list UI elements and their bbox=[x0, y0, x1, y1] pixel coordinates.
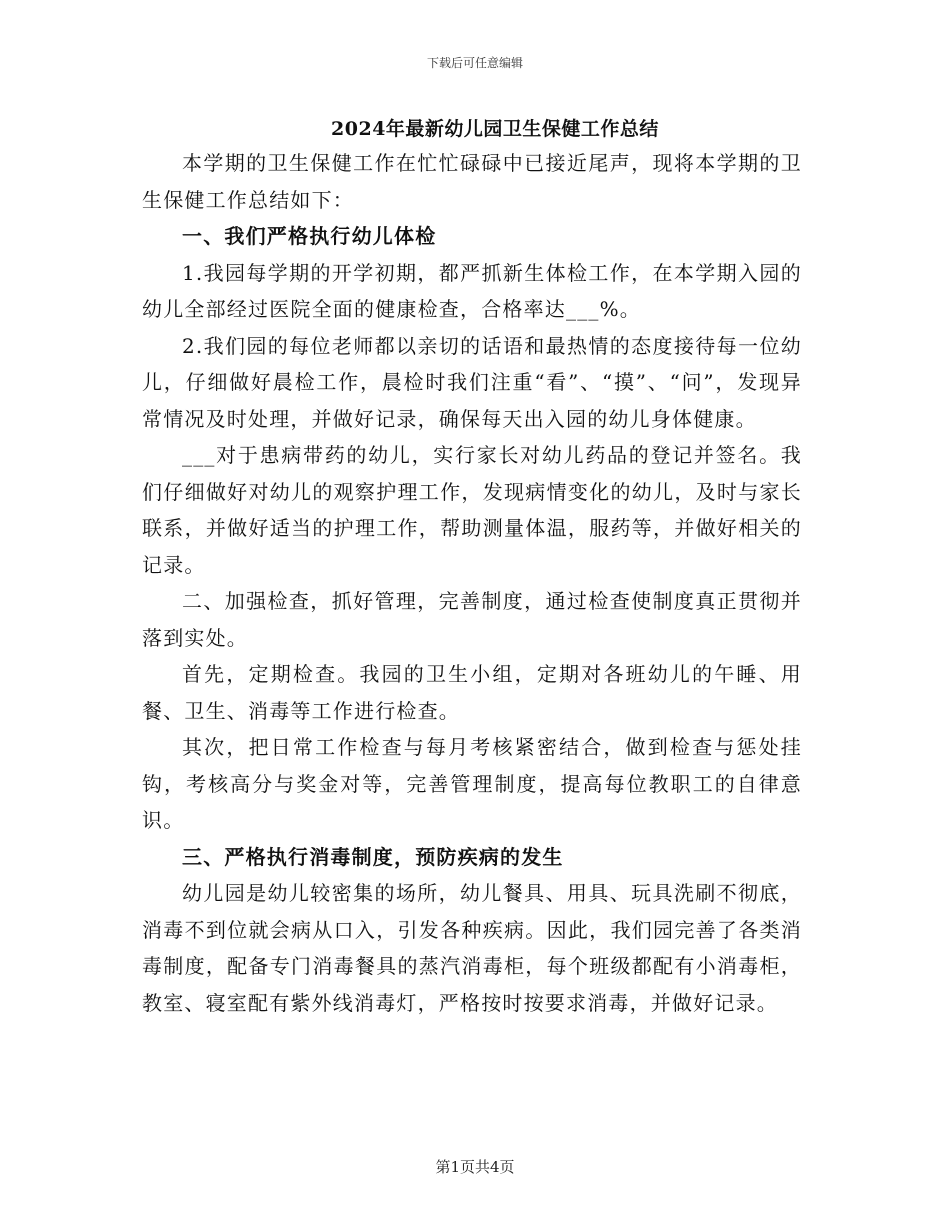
section-heading-3: 三、严格执行消毒制度，预防疾病的发生 bbox=[182, 844, 564, 869]
section-heading-1: 一、我们严格执行幼儿体检 bbox=[182, 224, 437, 248]
page-footer: 第1页共4页 bbox=[435, 1158, 515, 1176]
body-paragraph: 其次，把日常工作检查与每月考核紧密结合，做到检查与惩处挂钩，考核高分与奖金对等，完善管理制度，提高每位教职工的自律意识。 bbox=[142, 735, 802, 832]
body-paragraph: 首先，定期检查。我园的卫生小组，定期对各班幼儿的午睡、用餐、卫生、消毒等工作进行检查。 bbox=[142, 662, 802, 723]
body-paragraph: 幼儿园是幼儿较密集的场所，幼儿餐具、用具、玩具洗刷不彻底，消毒不到位就会病从口入，引发各种疾病。因此，我们园完善了各类消毒制度，配备专门消毒餐具的蒸汽消毒柜，每个班级都配有小消毒柜，教室、寝室配有紫外线消毒灯，严格按时按要求消毒，并做好记录。 bbox=[142, 881, 802, 1015]
section-heading-2: 二、加强检查，抓好管理，完善制度，通过检查使制度真正贯彻并落到实处。 bbox=[142, 589, 802, 650]
header-note: 下载后可任意编辑 bbox=[426, 56, 523, 70]
body-paragraph: 2.我们园的每位老师都以亲切的话语和最热情的态度接待每一位幼儿，仔细做好晨检工作，晨检时我们注重“看”、“摸”、“问”，发现异常情况及时处理，并做好记录，确保每天出入园的幼儿身体健康。 bbox=[142, 333, 802, 431]
document-title: 2024年最新幼儿园卫生保健工作总结 bbox=[331, 118, 659, 140]
body-paragraph: 1.我园每学期的开学初期，都严抓新生体检工作，在本学期入园的幼儿全部经过医院全面的健康检查，合格率达___%。 bbox=[142, 260, 802, 321]
intro-paragraph: 本学期的卫生保健工作在忙忙碌碌中已接近尾声，现将本学期的卫生保健工作总结如下： bbox=[142, 151, 802, 212]
body-paragraph: ___对于患病带药的幼儿，实行家长对幼儿药品的登记并签名。我们仔细做好对幼儿的观察护理工作，发现病情变化的幼儿，及时与家长联系，并做好适当的护理工作，帮助测量体温，服药等，并做好相关的记录。 bbox=[142, 443, 802, 577]
document-body bbox=[142, 145, 802, 1021]
